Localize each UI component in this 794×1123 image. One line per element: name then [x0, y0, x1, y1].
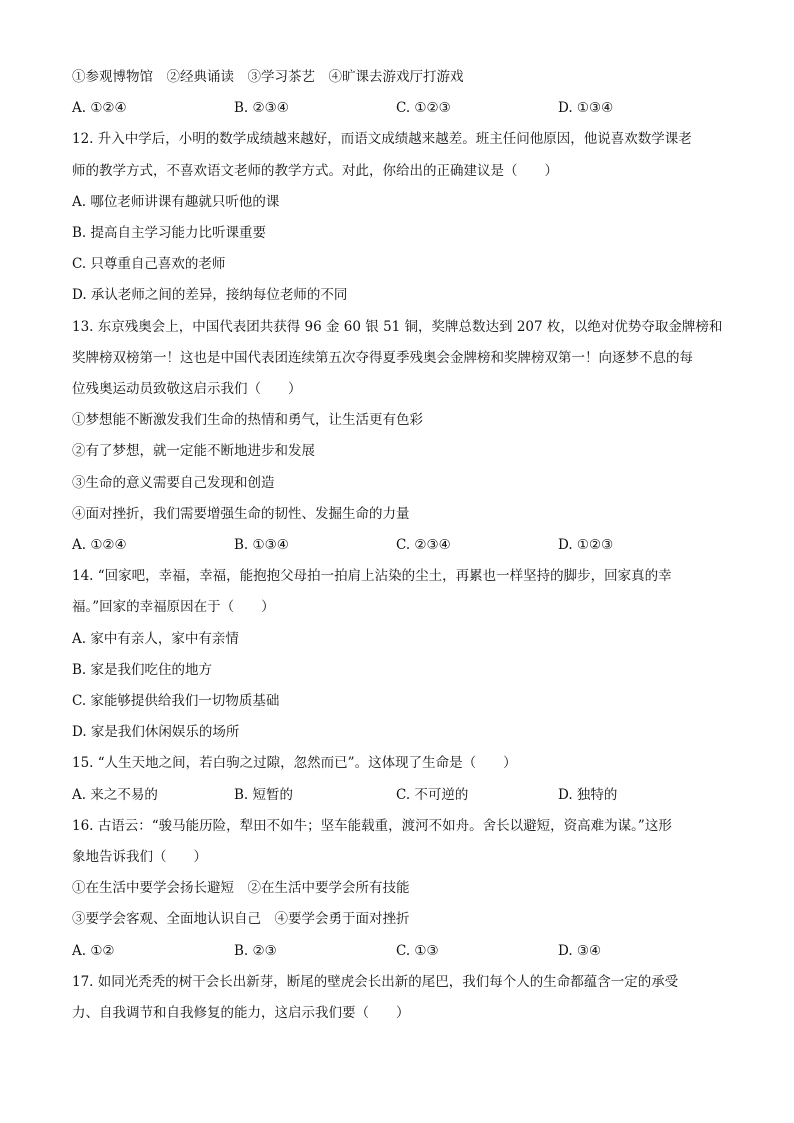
- text-line: ④面对挫折，我们需要增强生命的韧性、发掘生命的力量: [72, 505, 410, 522]
- text-line: B. 家是我们吃住的地方: [72, 661, 213, 678]
- answer-option: D. ③④: [558, 942, 602, 959]
- text-line: 师的教学方式，不喜欢语文老师的教学方式。对此，你给出的正确建议是（ ）: [72, 162, 558, 179]
- text-line: 15. “人生天地之间，若白驹之过隙，忽然而已”。这体现了生命是（ ）: [72, 755, 517, 772]
- answer-option: A. ①②④: [72, 100, 127, 117]
- text-line: A. 哪位老师讲课有趣就只听他的课: [72, 193, 280, 210]
- text-line: A. 家中有亲人，家中有亲情: [72, 630, 239, 647]
- text-line: 福。”回家的幸福原因在于（ ）: [72, 599, 275, 616]
- text-line: 14. “回家吧，幸福，幸福，能抱抱父母拍一拍肩上沾染的尘土，再累也一样坚持的脚步，回家真的幸: [72, 568, 672, 585]
- text-line: C. 家能够提供给我们一切物质基础: [72, 693, 280, 710]
- answer-option: A. ①②④: [72, 537, 127, 554]
- answer-option: D. ①③④: [558, 100, 614, 117]
- answer-option: B. ②③: [234, 942, 277, 959]
- text-line: ①参观博物馆 ②经典诵读 ③学习茶艺 ④旷课去游戏厅打游戏: [72, 69, 464, 85]
- text-line: 奖牌榜双榜第一！这也是中国代表团连续第五次夺得夏季残奥会金牌榜和奖牌榜双第一！向逐梦不息的每: [72, 349, 693, 366]
- exam-page: [72, 62, 722, 1029]
- text-line: 位残奥运动员致敬这启示我们（ ）: [72, 381, 302, 398]
- text-line: ②有了梦想，就一定能不断地进步和发展: [72, 443, 315, 460]
- text-line: 12. 升入中学后，小明的数学成绩越来越好，而语文成绩越来越差。班主任问他原因，他说喜欢数学课老: [72, 131, 692, 148]
- option-row: [72, 936, 722, 967]
- answer-option: B. 短暂的: [234, 786, 294, 803]
- text-line: D. 承认老师之间的差异，接纳每位老师的不同: [72, 287, 348, 304]
- answer-option: D. ①②③: [558, 537, 614, 554]
- answer-option: C. ①②③: [396, 100, 451, 117]
- text-line: 象地告诉我们（ ）: [72, 849, 207, 866]
- option-row: [72, 780, 722, 811]
- option-row: [72, 93, 722, 124]
- text-line: 13. 东京残奥会上，中国代表团共获得 96 金 60 银 51 铜，奖牌总数达到 207 枚，以绝对优势夺取金牌榜和: [72, 318, 723, 335]
- text-line: 17. 如同光秃秃的树干会长出新芽，断尾的壁虎会长出新的尾巴，我们每个人的生命都蕴含一定的承受: [72, 973, 679, 990]
- text-line: ③要学会客观、全面地认识自己 ④要学会勇于面对挫折: [72, 911, 410, 928]
- answer-option: A. ①②: [72, 942, 115, 959]
- text-line: 16. 古语云：“骏马能历险，犁田不如牛；坚车能载重，渡河不如舟。舍长以避短，资高难为谋。”这形: [72, 817, 672, 834]
- answer-option: C. ①③: [396, 942, 439, 959]
- answer-option: A. 来之不易的: [72, 786, 158, 803]
- text-line: B. 提高自主学习能力比听课重要: [72, 225, 267, 241]
- answer-option: D. 独特的: [558, 786, 618, 803]
- text-line: ①在生活中要学会扬长避短 ②在生活中要学会所有技能: [72, 880, 410, 897]
- text-line: ③生命的意义需要自己发现和创造: [72, 474, 275, 491]
- text-line: 力、自我调节和自我修复的能力，这启示我们要（ ）: [72, 1005, 410, 1022]
- text-line: D. 家是我们休闲娱乐的场所: [72, 724, 240, 741]
- answer-option: C. 不可逆的: [396, 786, 469, 803]
- answer-option: B. ②③④: [234, 100, 289, 117]
- text-line: C. 只尊重自己喜欢的老师: [72, 256, 226, 273]
- answer-option: C. ②③④: [396, 537, 451, 554]
- answer-option: B. ①③④: [234, 537, 289, 554]
- option-row: [72, 530, 722, 561]
- text-line: ①梦想能不断激发我们生命的热情和勇气，让生活更有色彩: [72, 412, 423, 429]
